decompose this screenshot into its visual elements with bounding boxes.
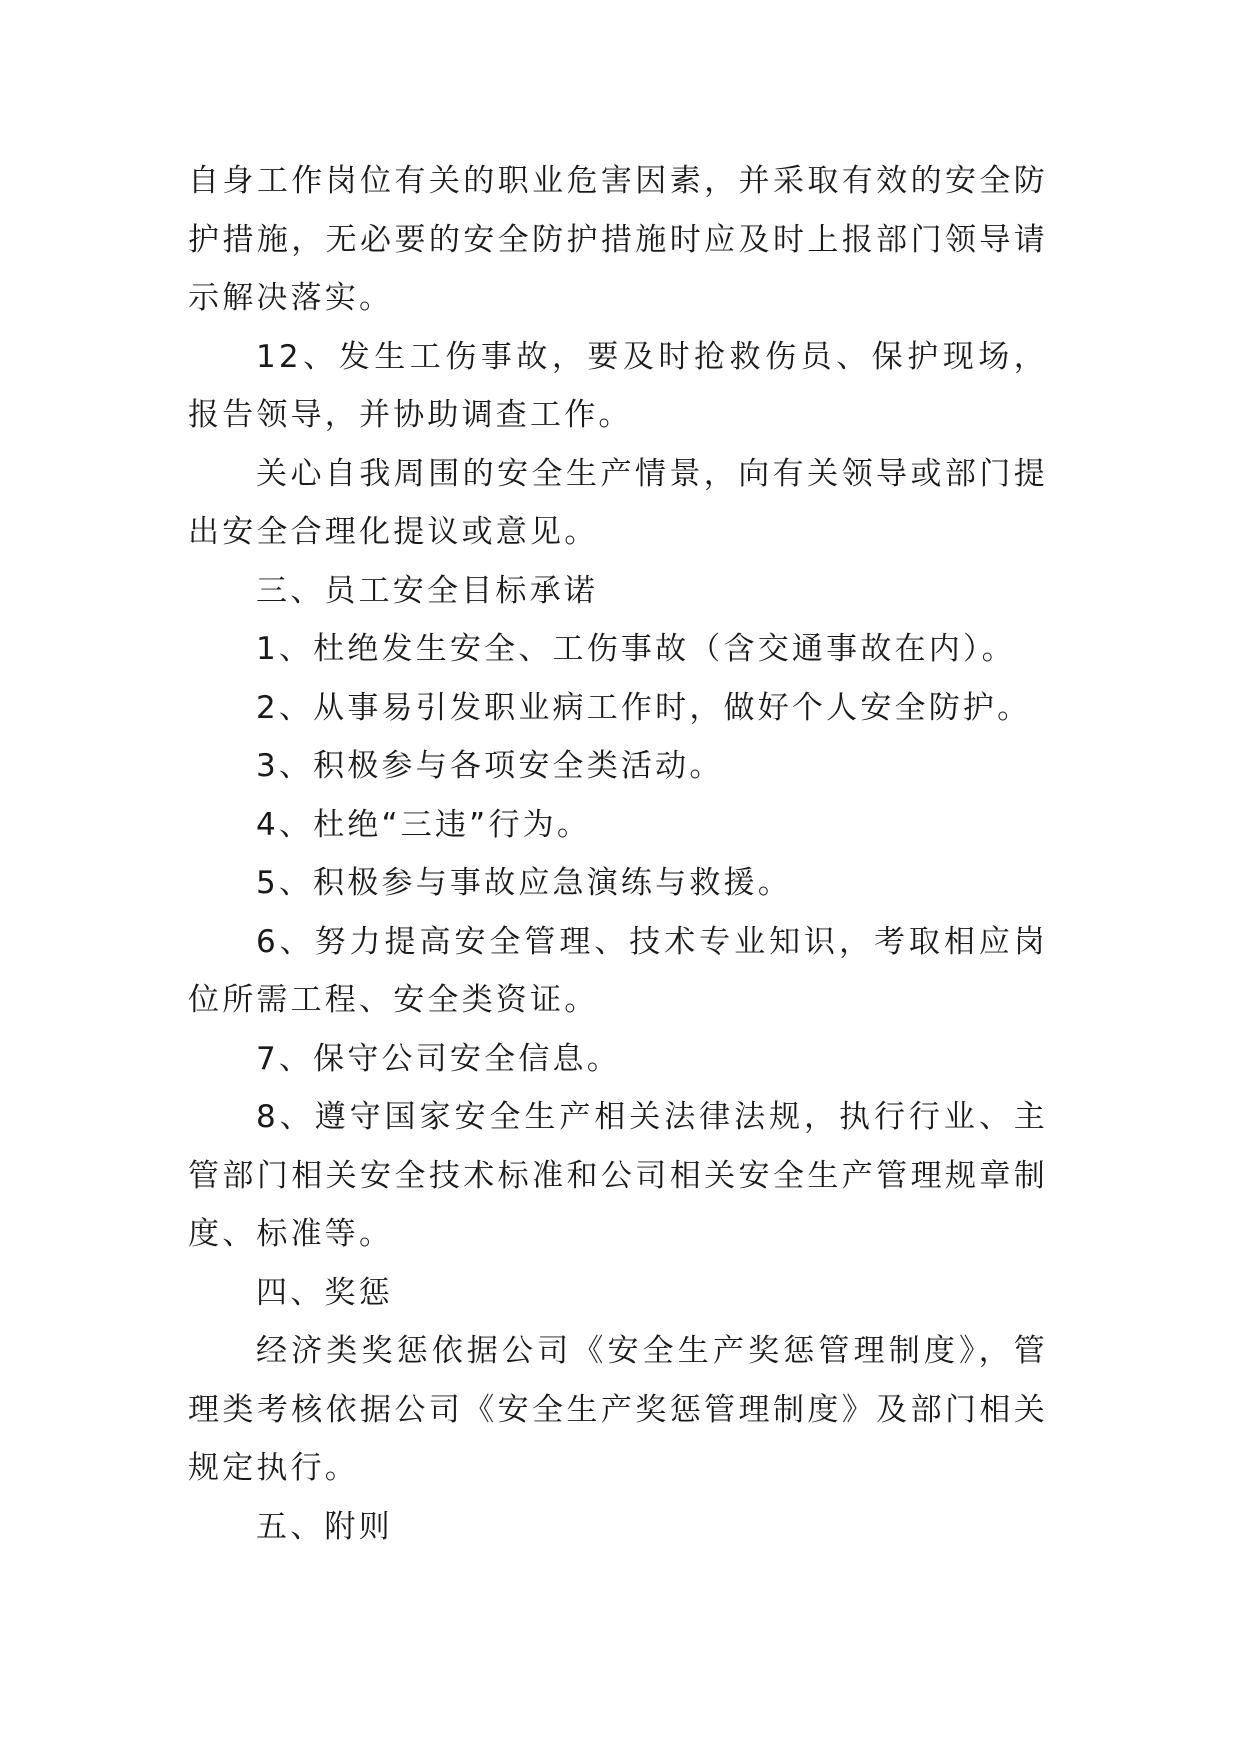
paragraph-care-surroundings: 关心自我周围的安全生产情景，向有关领导或部门提出安全合理化提议或意见。 [188,455,1048,550]
list-item-8: 8、遵守国家安全生产相关法律法规，执行行业、主管部门相关安全技术标准和公司相关安全生产管理规章制度、标准等。 [188,1099,1048,1252]
paragraph-continuation: 自身工作岗位有关的职业危害因素，并采取有效的安全防护措施，无必要的安全防护措施时应及时上报部门领导请示解决落实。 [188,163,1048,316]
paragraph-rewards: 经济类奖惩依据公司《安全生产奖惩管理制度》，管理类考核依据公司《安全生产奖惩管理制度》及部门相关规定执行。 [188,1333,1048,1486]
list-item-7: 7、保守公司安全信息。 [256,1040,621,1077]
list-item-6: 6、努力提高安全管理、技术专业知识，考取相应岗位所需工程、安全类资证。 [188,923,1048,1018]
section-heading-5: 五、附则 [256,1508,393,1545]
document-body [188,152,1048,1556]
paragraph-item-12: 12、发生工伤事故，要及时抢救伤员、保护现场，报告领导，并协助调查工作。 [188,338,1048,433]
section-heading-4: 四、奖惩 [256,1274,393,1311]
list-item-5: 5、积极参与事故应急演练与救援。 [256,865,792,901]
section-heading-3: 三、员工安全目标承诺 [256,572,598,609]
list-item-3: 3、积极参与各项安全类活动。 [256,748,724,784]
list-item-4: 4、杜绝“三违”行为。 [256,806,592,843]
list-item-1: 1、杜绝发生安全、工伤事故（含交通事故在内）。 [256,631,1016,667]
list-item-2: 2、从事易引发职业病工作时，做好个人安全防护。 [256,689,1032,726]
